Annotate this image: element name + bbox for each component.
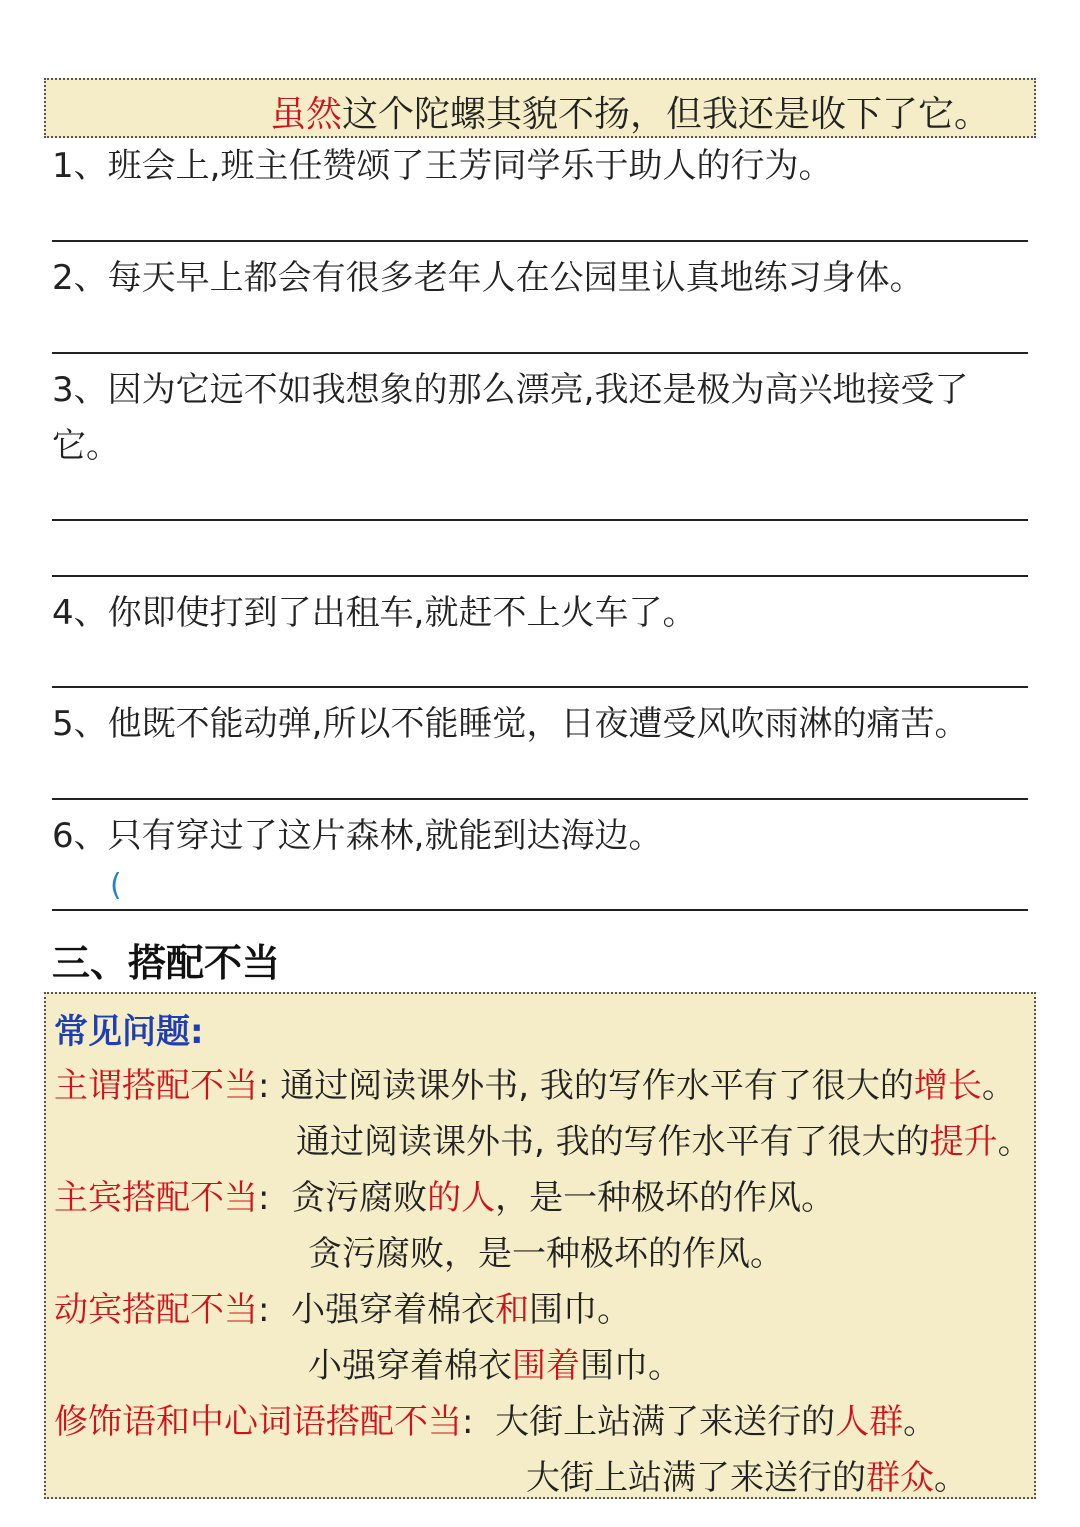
rule-1-line-a: 主谓搭配不当: 通过阅读课外书, 我的写作水平有了很大的增长。	[54, 1066, 1016, 1106]
rule-4-line-a: 修饰语和中心词语搭配不当: 大街上站满了来送行的人群。	[54, 1402, 938, 1442]
rule-2-line-a: 主宾搭配不当: 贪污腐败的人，是一种极坏的作风。	[54, 1178, 836, 1218]
answer-line-6[interactable]	[52, 909, 1028, 911]
answer-line-2[interactable]	[52, 352, 1028, 354]
rule-3-line-b: 小强穿着棉衣围着围巾。	[308, 1346, 682, 1386]
rule-3-line-a: 动宾搭配不当: 小强穿着棉衣和围巾。	[54, 1290, 632, 1330]
question-3: 3、因为它远不如我想象的那么漂亮,我还是极为高兴地接受了它。	[52, 370, 969, 466]
answer-line-3b[interactable]	[52, 575, 1028, 577]
rule-4-line-b: 大街上站满了来送行的群众。	[526, 1458, 968, 1498]
answer-line-4[interactable]	[52, 686, 1028, 688]
answer-paren: (	[110, 868, 122, 903]
question-1: 1、班会上,班主任赞颂了王芳同学乐于助人的行为。	[52, 146, 833, 186]
rule-2-line-b: 贪污腐败，是一种极坏的作风。	[308, 1234, 784, 1274]
question-4: 4、你即使打到了出租车,就赶不上火车了。	[52, 593, 697, 633]
rule-1-line-b: 通过阅读课外书, 我的写作水平有了很大的提升。	[296, 1122, 1032, 1162]
answer-line-3a[interactable]	[52, 519, 1028, 521]
example-sentence: 虽然这个陀螺其貌不扬，但我还是收下了它。	[270, 94, 991, 135]
answer-line-1[interactable]	[52, 240, 1028, 242]
section-title: 三、搭配不当	[52, 941, 281, 985]
example-keyword: 虽然	[270, 94, 343, 135]
rule-4-label: 修饰语和中心词语搭配不当	[54, 1402, 462, 1442]
rules-box	[44, 992, 1036, 1499]
question-5: 5、他既不能动弹,所以不能睡觉，日夜遭受风吹雨淋的痛苦。	[52, 704, 969, 744]
question-2: 2、每天早上都会有很多老年人在公园里认真地练习身体。	[52, 258, 924, 298]
answer-line-5[interactable]	[52, 798, 1028, 800]
rules-heading: 常见问题:	[54, 1012, 204, 1052]
question-6: 6、只有穿过了这片森林,就能到达海边。	[52, 816, 663, 856]
rule-2-label: 主宾搭配不当	[54, 1178, 258, 1218]
example-box	[44, 78, 1036, 138]
rule-3-label: 动宾搭配不当	[54, 1290, 258, 1330]
rule-1-label: 主谓搭配不当	[54, 1066, 258, 1106]
